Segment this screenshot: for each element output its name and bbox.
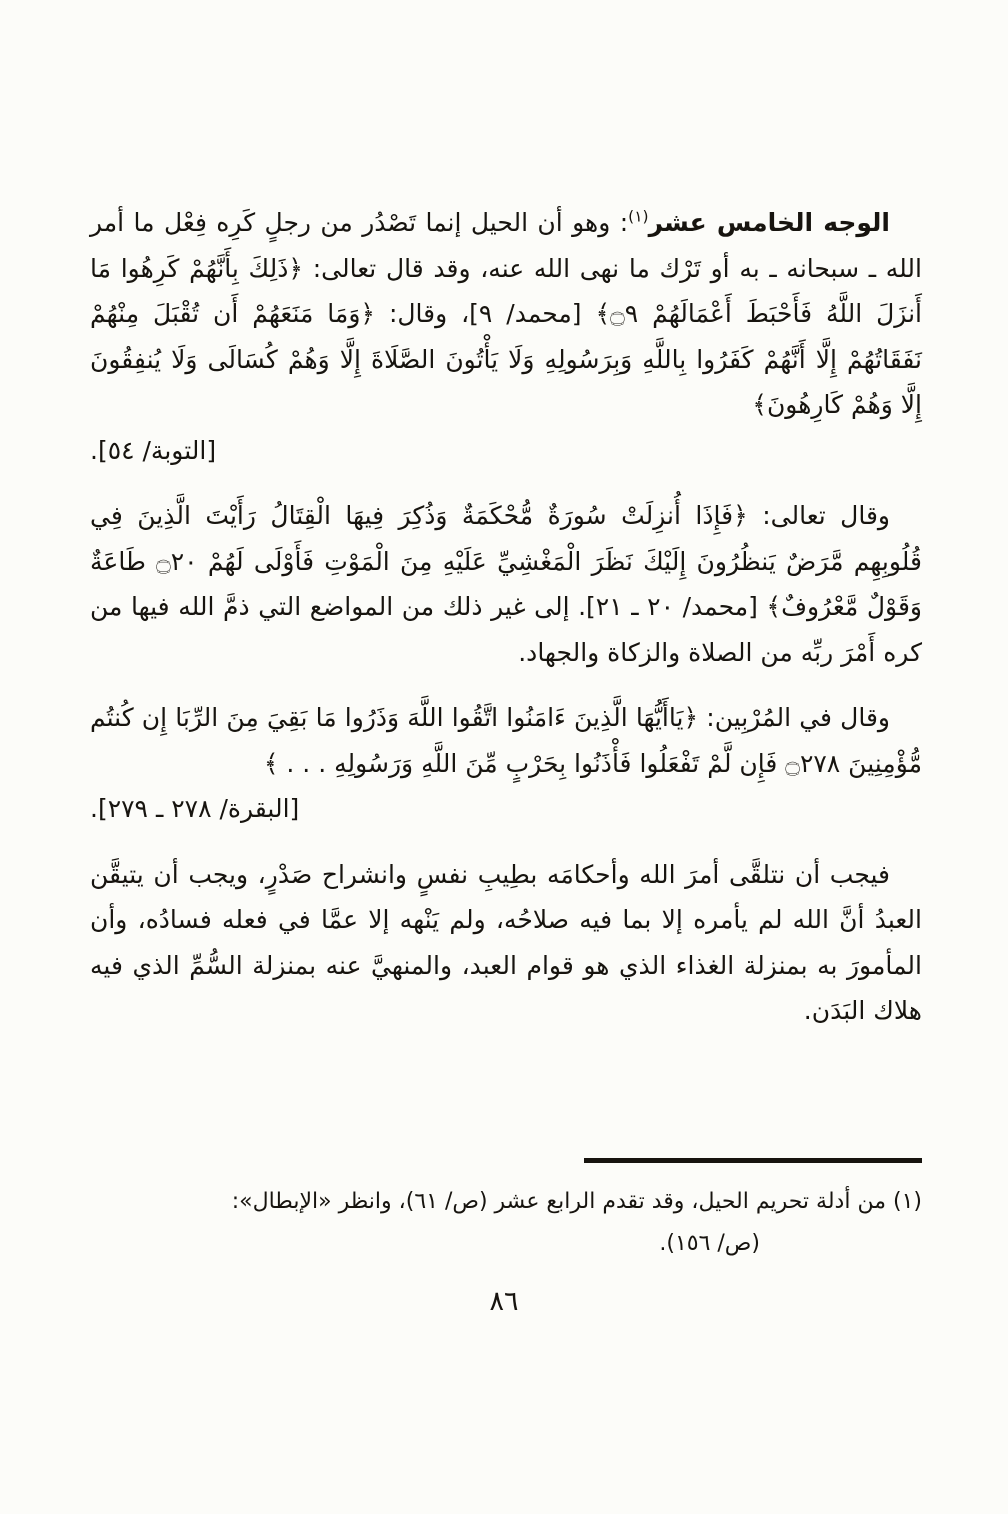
paragraph-text: وقال في المُرْبِين: ﴿يَاأَيُّهَا الَّذِينَ ءَامَنُوا اتَّقُوا اللَّهَ وَذَرُوا مَا بَقِيَ مِنَ الرِّبَا إِن كُنتُم مُّؤْمِنِينَ ۝٢٧٨ فَإِن لَّمْ تَفْعَلُوا فَأْذَنُوا بِحَرْبٍ مِّنَ اللَّهِ وَرَسُولِهِ . . . ﴾ <box>90 703 922 778</box>
verse-citation: [البقرة/ ٢٧٨ ـ ٢٧٩]. <box>90 794 300 823</box>
paragraph-block-quran-muhammad <box>90 493 922 675</box>
footnote-line <box>96 1181 922 1223</box>
footnote-marker: (١) <box>892 1189 922 1214</box>
paragraph-block-quran-baqarah <box>90 695 922 832</box>
paragraph <box>90 695 922 786</box>
paragraph <box>90 493 922 675</box>
paragraph-block-conclusion <box>90 852 922 1034</box>
footnote-continuation: (ص/ ١٥٦). <box>659 1230 760 1256</box>
footnote-area <box>96 1158 922 1265</box>
footnote-separator <box>584 1158 922 1163</box>
footnote-reference: (١) <box>628 207 649 226</box>
page-number: ٨٦ <box>489 1286 519 1317</box>
paragraph-block-opening <box>90 200 922 473</box>
main-text <box>90 200 922 1054</box>
verse-citation: [التوبة/ ٥٤]. <box>90 435 217 465</box>
paragraph-text: وقال تعالى: ﴿فَإِذَا أُنزِلَتْ سُورَةٌ مُّحْكَمَةٌ وَذُكِرَ فِيهَا الْقِتَالُ رَأَيْتَ الَّذِينَ فِي قُلُوبِهِم مَّرَضٌ يَنظُرُونَ إِلَيْكَ نَظَرَ الْمَغْشِيِّ عَلَيْهِ مِنَ الْمَوْتِ فَأَوْلَى لَهُمْ ۝٢٠ طَاعَةٌ وَقَوْلٌ مَّعْرُوفٌ﴾ [محمد/ ٢٠ ـ ٢١]. إلى غير ذلك من المواضع التي ذمَّ الله فيها من كره أَمْرَ ربِّه من الصلاة والزكاة والجهاد. <box>90 501 922 667</box>
paragraph-text: فيجب أن نتلقَّى أمرَ الله وأحكامَه بطِيبِ نفسٍ وانشراح صَدْرٍ، ويجب أن يتيقَّن العبدُ أنَّ الله لم يأمره إلا بما فيه صلاحُه، ولم يَنْهه إلا عمَّا في فعله فسادُه، وأن المأمورَ به بمنزلة الغذاء الذي هو قوام العبد، والمنهيَّ عنه بمنزلة السُّمِّ الذي فيه هلاك البَدَن. <box>90 859 922 1025</box>
paragraph <box>90 200 922 428</box>
footnote-text: من أدلة تحريم الحيل، وقد تقدم الرابع عشر (ص/ ٦١)، وانظر «الإبطال»: <box>231 1189 886 1214</box>
paragraph <box>90 852 922 1034</box>
paragraph-text: : وهو أن الحيل إنما تَصْدُر من رجلٍ كَرِه فِعْل ما أمر الله ـ سبحانه ـ به أو تَرْك ما نهى الله عنه، وقد قال تعالى: ﴿ذَلِكَ بِأَنَّهُمْ كَرِهُوا مَا أَنزَلَ اللَّهُ فَأَحْبَطَ أَعْمَالَهُمْ ۝٩﴾ [محمد/ ٩]، وقال: ﴿وَمَا مَنَعَهُمْ أَن تُقْبَلَ مِنْهُمْ نَفَقَاتُهُمْ إِلَّا أَنَّهُمْ كَفَرُوا بِاللَّهِ وَبِرَسُولِهِ وَلَا يَأْتُونَ الصَّلَاةَ إِلَّا وَهُمْ كُسَالَى وَلَا يُنفِقُونَ إِلَّا وَهُمْ كَارِهُونَ﴾ <box>90 208 922 419</box>
section-heading: الوجه الخامس عشر <box>648 208 890 237</box>
